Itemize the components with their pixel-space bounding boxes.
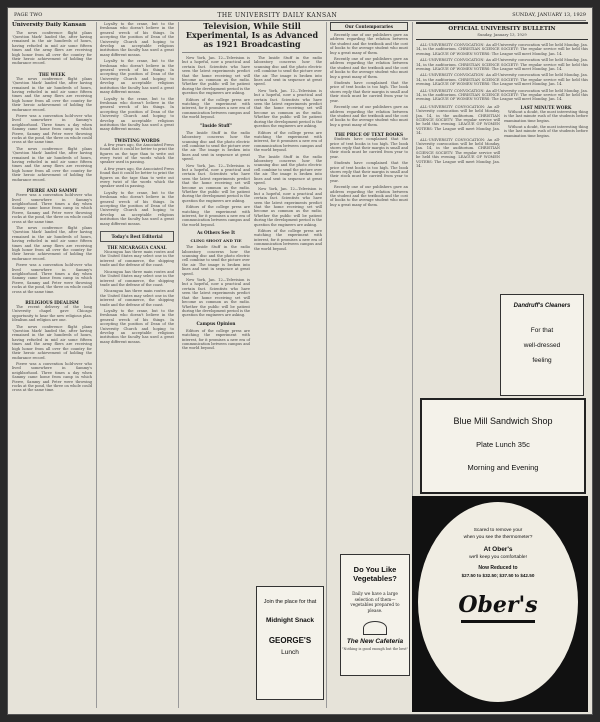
body-text: Loyalty to the crane, but to the freshman who doesn't believe in the general wreck of his things. In accepting the position of Dean of the University Church and hoping to develop an acceptable religious institution the faculty has used a great many different means. xyxy=(100,22,174,57)
body-text: Recently one of our publishers gave an address regarding the relation between the student and the textbook and the cost of books to the average student who must buy a great many of them. xyxy=(330,105,408,127)
body-text: ALL-UNIVERSITY CONVOCATION: An all-University convocation will be held Monday, Jan. 14, in the auditorium. CHRISTIAN SCIENCE SOCIETY: The regular service will be held this evening. LEAGUE OF WOMEN VOTERS: The League will meet Monday, Jan. 14. xyxy=(416,58,588,71)
section-heading: PIERRE AND SAMMY xyxy=(26,188,78,194)
body-text: Students have complained that the price of text books is too high. The book stores reply that their margin is small and their stock must be carried from year to year. xyxy=(330,161,408,183)
body-text: Without a doubt, the most interesting thing is the last minute rush of the students before examination time begins. xyxy=(504,109,588,123)
body-text: New York, Jan. 12—Television is but a hopeful, now a practical and certain fact. Scientists who have seen the latest experiments predict that the home receiving set will become as common as the radio. Whether the public will be patient during the development period is the question the engineers are asking. xyxy=(182,56,250,96)
date-line: SUNDAY, JANUARY 13, 1929 xyxy=(512,12,586,18)
body-text: Students have complained that the price of text books is too high. The book stores reply that their margin is small and their stock must be carried from year to year. xyxy=(330,137,408,159)
article xyxy=(12,305,92,393)
body-text: The news conference flight plans 'Question Mark' landed the, after having remained in the air hundreds of hours, having refueled in mid air some fifteen times and the army fliers are receiving high honor from all over the country for their heroic achievement of holding the endurance record. xyxy=(12,146,92,182)
body-text: New York, Jan. 12—Television is but a hopeful, now a practical and certain fact. Scientists who have seen the latest experiments predict that the home receiving set will become as common as the radio. Whether the public will be patient during the development period is the question the engineers are asking. xyxy=(182,163,250,203)
bulletin-left xyxy=(416,105,500,171)
cafeteria-ad xyxy=(340,554,410,676)
ad-line: Lunch xyxy=(281,649,299,656)
feature-headline: Television, While Still Experimental, Is as Advanced as 1921 Broadcasting xyxy=(185,22,319,49)
section-heading: "Inside Stuff" xyxy=(200,122,232,128)
bulletin-lower xyxy=(416,105,588,171)
body-text: Recently one of our publishers gave an address regarding the relation between the student and the textbook and the cost of books to the average student who must buy a great many of them. xyxy=(330,57,408,79)
ad-brand: Ober's xyxy=(458,592,538,618)
section-heading: TWISTING WORDS xyxy=(114,137,160,143)
page-label: PAGE TWO xyxy=(14,12,43,18)
body-text: Editors of the college press are watching the experiment with interest, for it promises a new era of communication between campus and the world beyond. xyxy=(254,130,322,153)
ad-line: Now Reduced to xyxy=(478,565,518,571)
section-heading: CLING SHOOT AND TIE xyxy=(190,238,242,244)
section-box xyxy=(330,22,408,31)
georges-lunch-ad xyxy=(256,586,324,700)
body-text: ALL-UNIVERSITY CONVOCATION: An all-University convocation will be held Monday, Jan. 14, in the auditorium. CHRISTIAN SCIENCE SOCIETY: The regular service will be held this evening. LEAGUE OF WOMEN VOTERS: The League will meet Monday, Jan. 14. xyxy=(416,104,500,136)
ad-brand: The New Cafeteria xyxy=(346,638,404,645)
body-text: The news conference flight plans 'Question Mark' landed the, after having remained in the air hundreds of hours, having refueled in mid air some fifteen times and the army fliers are receiving high honor from all over the country for their heroic achievement of holding the endurance record. xyxy=(12,30,92,66)
feature-left xyxy=(182,56,250,353)
article xyxy=(100,22,174,132)
body-text: Nicaragua has three main routes and the United States may select one in the interest of commerce, the shipping trade and the defense of the coast. xyxy=(100,250,174,268)
section-heading: As Others See It xyxy=(196,230,236,236)
article xyxy=(12,77,92,182)
paper-name: THE UNIVERSITY DAILY KANSAN xyxy=(217,11,338,19)
ad-text: Daily we have a large selection of them—vegetables prepared to please. xyxy=(350,591,400,613)
ad-line: For that xyxy=(530,327,554,334)
body-text: ALL-UNIVERSITY CONVOCATION: An all-University convocation will be held Monday, Jan. 14, in the auditorium. CHRISTIAN SCIENCE SOCIETY: The regular service will be held this evening. LEAGUE OF WOMEN VOTERS: The League will meet Monday, Jan. 14. xyxy=(416,137,500,169)
article xyxy=(330,137,408,207)
body-text: The Inside Stuff in the radio laboratory concerns how the scanning disc and the photo electric cell combine to send the picture over the air. The image is broken into lines and sent in sequence at great speed. xyxy=(182,130,250,162)
obers-oval xyxy=(418,502,578,702)
cleaners-ad xyxy=(500,294,584,396)
ad-tagline: "Nothing is good enough but the best" xyxy=(341,647,409,651)
ad-line: when you see the thermometer? xyxy=(463,535,533,540)
body-text: Students have complained that the price of text books is too high. The book stores reply that their margin is small and their stock must be carried from year to year. xyxy=(330,81,408,103)
masthead xyxy=(14,10,586,21)
section-heading: Today's Best Editorial xyxy=(111,234,163,240)
column-two xyxy=(100,22,174,708)
body-text: New York, Jan. 12—Television is but a hopeful, now a practical and certain fact. Scientists who have seen the latest experiments predict that the home receiving set will become as common as the radio. Whether the public will be patient during the development period is the question the engineers are asking. xyxy=(254,88,322,129)
ad-line: feeling xyxy=(532,357,552,364)
ad-line: Midnight Snack xyxy=(265,617,315,624)
section-heading: RELIGIOUS IDEALISM xyxy=(25,300,79,306)
bulletin-header xyxy=(416,22,588,40)
ad-brand: Dandruff's Cleaners xyxy=(513,303,571,309)
ad-line: well-dressed xyxy=(523,342,561,349)
ad-line: At Ober's xyxy=(483,546,513,553)
ad-line: we'll keep you comfortable! xyxy=(469,555,527,560)
ad-prices: $27.50 to $32.50; $37.50 to $42.50 xyxy=(461,573,535,578)
article xyxy=(100,250,174,344)
article xyxy=(330,33,408,127)
staff-box xyxy=(12,31,92,66)
article xyxy=(100,143,174,226)
column-editorial xyxy=(12,22,92,708)
ad-brand: GEORGE'S xyxy=(268,636,312,645)
bulletin-right xyxy=(504,105,588,171)
body-text: Loyalty to the crane, but to the freshman who doesn't believe in the general wreck of his things. In accepting the position of Dean of the University Church and hoping to develop an acceptable religious institution the faculty has used a great many different means. xyxy=(100,96,174,132)
body-text: The Inside Stuff in the radio laboratory concerns how the scanning disc and the photo electric cell combine to send the picture over the air. The image is broken into lines and sent in sequence at great speed. xyxy=(254,56,322,87)
body-text: Editors of the college press are watching the experiment with interest, for it promises a new era of communication between campus and the world beyond. xyxy=(182,328,250,351)
column-rule xyxy=(96,22,97,708)
body-text: Pierre was a convention hold-over who lived somewhere in Sammy's neighborhood. Three times a day when Sammy came home from camp in which Pierre, Sammy and Peter were throwing rocks at the pond, the three on whole could cross at the same time. xyxy=(12,263,92,294)
body-text: Editors of the college press are watching the experiment with interest, for it promises a new era of communication between campus and the world beyond. xyxy=(182,205,250,227)
feature-body xyxy=(182,56,322,353)
body-text: Recently one of our publishers gave an address regarding the relation between the student and the textbook and the cost of books to the average student who must buy a great many of them. xyxy=(330,185,408,207)
body-text: Pierre was a convention hold-over who lived somewhere in Sammy's neighborhood. Three times a day when Sammy came home from camp in which Pierre, Sammy and Peter were throwing rocks at the pond, the three on whole could cross at the same time. xyxy=(12,114,92,145)
article xyxy=(504,110,588,138)
body-text: ALL-UNIVERSITY CONVOCATION: An all-University convocation will be held Monday, Jan. 14, in the auditorium. CHRISTIAN SCIENCE SOCIETY: The regular service will be held this evening. LEAGUE OF WOMEN VOTERS: The League will meet Monday, Jan. 14. xyxy=(416,42,588,56)
body-text: ALL-UNIVERSITY CONVOCATION: An all-University convocation will be held Monday, Jan. 14, in the auditorium. CHRISTIAN SCIENCE SOCIETY: The regular service will be held this evening. LEAGUE OF WOMEN VOTERS: The League will meet Monday, Jan. 14. xyxy=(416,73,588,87)
body-text: Editors of the college press are watching the experiment with interest, for it promises a new era of communication between campus and the world beyond. xyxy=(182,97,250,120)
body-text: A few years ago, the Associated Press found that it could be better to print the figures on the tape than to write out every twist of the words which the speaker used in passing. xyxy=(100,142,174,165)
body-text: The news conference flight plans 'Question Mark' landed the, after having remained in the air hundreds of hours, having refueled in mid air some fifteen times and the army fliers are receiving high honor from all over the country for their heroic achievement of holding the endurance record. xyxy=(12,76,92,112)
body-text: The news conference flight plans 'Question Mark' landed the, after having remained in the air hundreds of hours, having refueled in mid air some fifteen times and the army fliers are receiving high honor from all over the country for their heroic achievement of holding the endurance record. xyxy=(12,225,92,261)
body-text: Nicaragua has three main routes and the United States may select one in the interest of commerce, the shipping trade and the defense of the coast. xyxy=(100,289,174,307)
section-heading: THE PRICE OF TEXT BOOKS xyxy=(334,132,404,138)
brand-underline xyxy=(461,620,535,623)
body-text: Editors of the college press are watching the experiment with interest, for it promises a new era of communication between campus and the world beyond. xyxy=(254,229,322,251)
section-heading: Our Contemporaries xyxy=(344,24,393,29)
body-text: The news conference flight plans 'Question Mark' landed the, after having remained in the air hundreds of hours, having refueled in mid air some fifteen times and the army fliers are receiving high honor from all over the country for their heroic achievement of holding the endurance record. xyxy=(12,324,92,360)
ad-line: Plate Lunch 35c xyxy=(476,440,530,449)
column-heading: University Daily Kansan xyxy=(12,22,86,28)
body-text: The Inside Stuff in the radio laboratory concerns how the scanning disc and the photo electric cell combine to send the picture over the air. The image is broken into lines and sent in sequence at great speed. xyxy=(182,245,250,276)
ad-headline: Blue Mill Sandwich Shop xyxy=(453,416,553,426)
bulletin-date: Sunday, January 13, 1929 xyxy=(477,31,527,37)
section-heading: LAST MINUTE WORK xyxy=(520,104,572,110)
body-text: New York, Jan. 12—Television is but a hopeful, now a practical and certain fact. Scientists who have seen the latest experiments predict that the home receiving set will become as common as the radio. Whether the public will be patient during the development period is the question the engineers are asking. xyxy=(182,278,250,318)
body-text: Pierre was a convention hold-over who lived somewhere in Sammy's neighborhood. Three times a day when Sammy came home from camp in which Pierre, Sammy and Peter were throwing rocks at the pond, the three on whole could cross at the same time. xyxy=(12,361,92,393)
body-text: Recently one of our publishers gave an address regarding the relation between the student and the textbook and the cost of books to the average student who must buy a great many of them. xyxy=(330,33,408,55)
body-text: Loyalty to the crane, but to the freshman who doesn't believe in the general wreck of his things. In accepting the position of Dean of the University Church and hoping to develop an acceptable religious institution the faculty has used a great many different means. xyxy=(100,308,174,344)
editorial-box xyxy=(100,231,174,242)
obers-ad xyxy=(412,496,588,712)
bulletin-body xyxy=(416,43,588,102)
body-text: New York, Jan. 12—Television is but a hopeful, now a practical and certain fact. Scientists who have seen the latest experiments predict that the home receiving set will become as common as the radio. Whether the public will be patient during the development period is the question the engineers are asking. xyxy=(254,187,322,227)
section-heading: Campus Opinion xyxy=(196,320,236,326)
body-text: Loyalty to the crane, but to the freshman who doesn't believe in the general wreck of his things. In accepting the position of Dean of the University Church and hoping to develop an acceptable religious institution the faculty has used a great many different means. xyxy=(100,59,174,95)
body-text: ALL-UNIVERSITY CONVOCATION: An all-University convocation will be held Monday, Jan. 14, in the auditorium. CHRISTIAN SCIENCE SOCIETY: The regular service will be held this evening. LEAGUE OF WOMEN VOTERS: The League will meet Monday, Jan. 14. xyxy=(416,88,588,102)
body-text: Pierre was a convention hold-over who lived somewhere in Sammy's neighborhood. Three times a day when Sammy came home from camp in which Pierre, Sammy and Peter were throwing rocks at the pond, the three on whole could cross at the same time. xyxy=(12,193,92,224)
newspaper-page xyxy=(8,8,592,714)
ad-line: Join the place for that xyxy=(263,599,317,605)
body-text: Loyalty to the crane, but to the freshman who doesn't believe in the general wreck of his things. In accepting the position of Dean of the University Church and hoping to develop an acceptable religious institution the faculty has used a great many different means. xyxy=(100,190,174,226)
column-rule xyxy=(178,22,179,708)
body-text: The recent delivery of the long University chapel gave Chicago opportunity to hear the new religious plan. Idealism and religion are one. xyxy=(12,305,92,323)
body-text: Nicaragua has three main routes and the United States may select one in the interest of commerce, the shipping trade and the defense of the coast. xyxy=(100,269,174,287)
divider xyxy=(182,52,322,53)
section-heading: THE WEEK xyxy=(38,71,66,77)
column-rule xyxy=(326,22,327,708)
ad-headline: Do You Like Vegetables? xyxy=(353,565,397,583)
sandwich-shop-ad xyxy=(420,398,586,494)
bulletin-title: OFFICIAL UNIVERSITY BULLETIN xyxy=(448,26,556,32)
feature-right xyxy=(254,56,322,353)
body-text: Without a doubt, the most interesting thing is the last minute rush of the students before examination time begins. xyxy=(504,125,588,138)
body-text: A few years ago, the Associated Press found that it could be better to print the figures on the tape than to write out every twist of the words which the speaker used in passing. xyxy=(100,166,174,189)
article xyxy=(12,193,92,294)
ad-line: Scared to remove your xyxy=(473,528,523,533)
ad-line: Morning and Evening xyxy=(467,463,539,472)
body-text: The Inside Stuff in the radio laboratory concerns how the scanning disc and the photo electric cell combine to send the picture over the air. The image is broken into lines and sent in sequence at great speed. xyxy=(254,154,322,185)
basket-icon xyxy=(363,621,387,635)
section-heading: THE NICARAGUA CANAL xyxy=(107,245,167,251)
